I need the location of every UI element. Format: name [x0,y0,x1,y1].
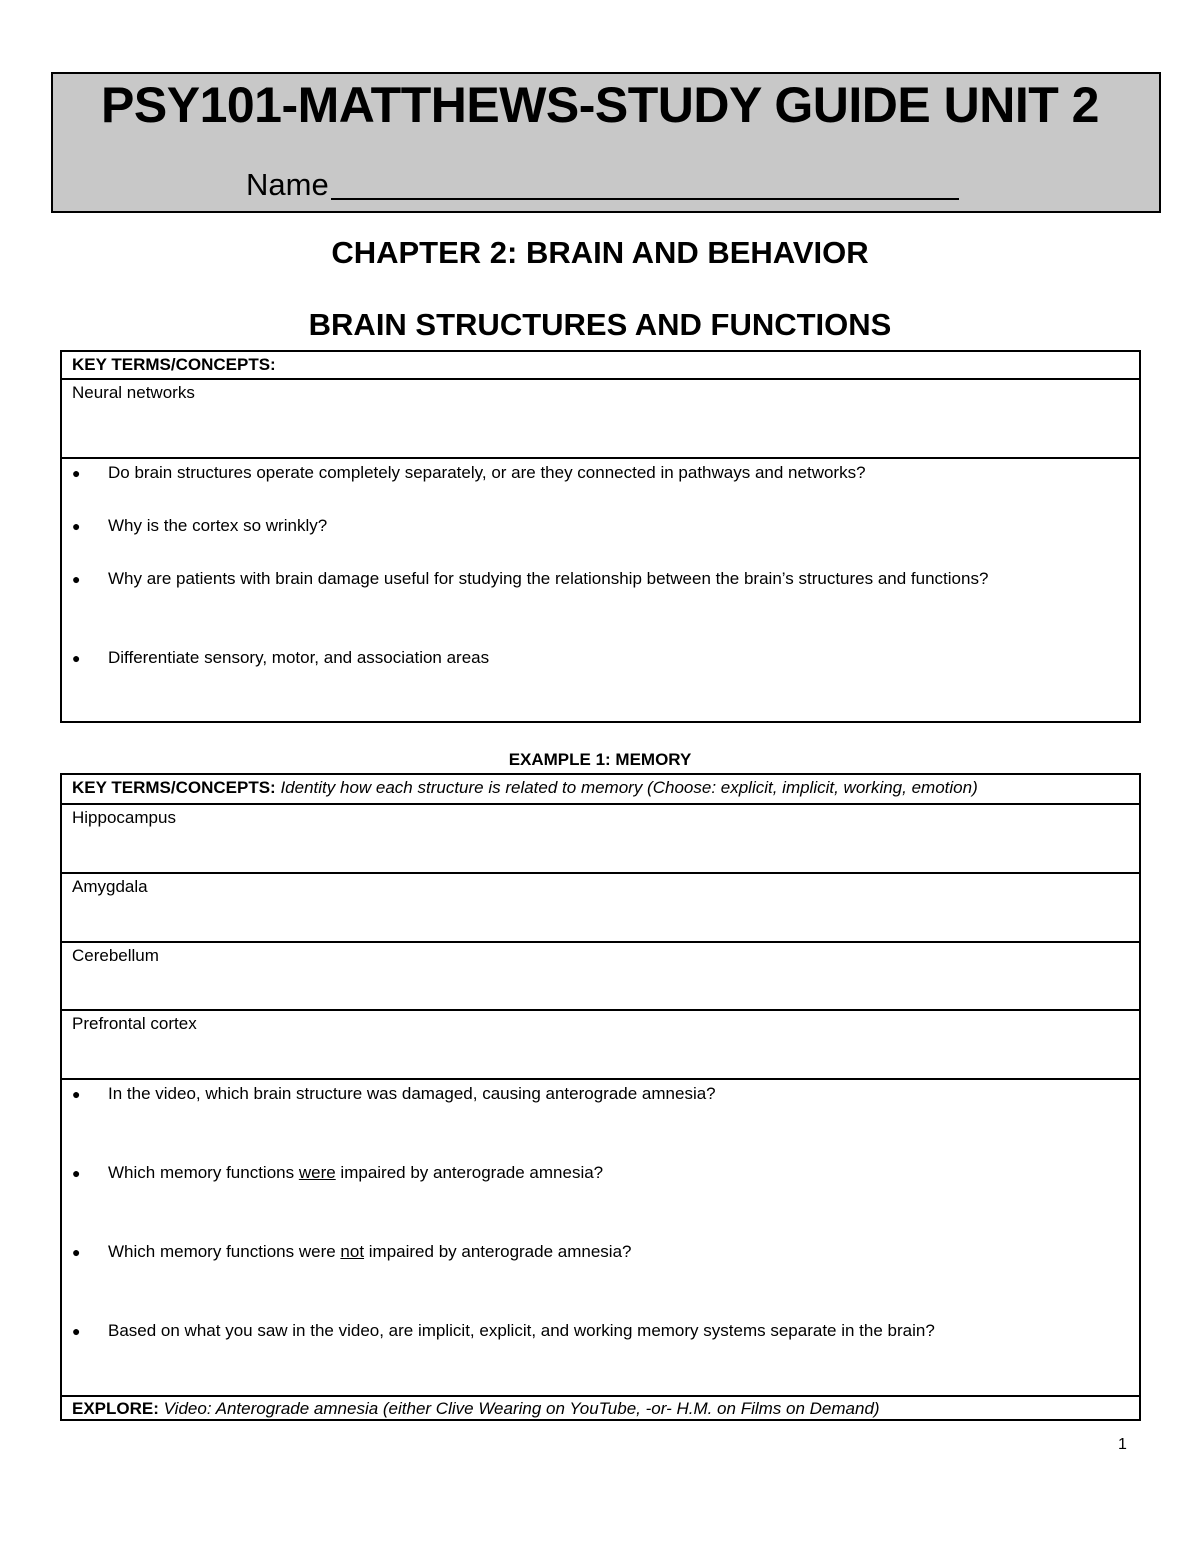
term-row [62,1011,1139,1080]
name-label: Name [246,167,329,202]
bullet-icon: ● [72,518,81,534]
bullet-icon: ● [72,1244,81,1260]
question-text: In the video, which brain structure was damaged, causing anterograde amnesia? [108,1084,716,1103]
list-item [72,1163,1129,1183]
question-text: Why are patients with brain damage useful for studying the relationship between the brain’s structures and functions? [108,569,989,588]
list-item [72,463,1129,483]
emphasis-not: not [340,1242,365,1261]
table-header [62,775,1139,805]
bullet-icon: ● [72,650,81,666]
example-heading: EXAMPLE 1: MEMORY [508,750,692,769]
document-title: PSY101-MATTHEWS-STUDY GUIDE UNIT 2 [101,77,1099,133]
page-number: 1 [1118,1436,1127,1453]
term-cerebellum: Cerebellum [72,946,159,965]
list-item [72,648,1129,668]
question-text: Differentiate sensory, motor, and association areas [108,648,490,667]
name-field [246,168,959,200]
header-instruction: Identity how each structure is related to memory (Choose: explicit, implicit, working, emotion) [280,778,978,797]
explore-text: Video: Anterograde amnesia (either Clive Wearing on YouTube, -or- H.M. on Films on Demand) [163,1399,880,1418]
chapter-heading: CHAPTER 2: BRAIN AND BEHAVIOR [331,235,869,270]
list-item [72,569,1129,589]
key-terms-label: KEY TERMS/CONCEPTS: [72,778,276,797]
question-text: Why is the cortex so wrinkly? [108,516,328,535]
explore-label: EXPLORE: [72,1399,159,1418]
list-item [72,1242,1129,1262]
bullet-icon: ● [72,465,81,481]
key-terms-table-1 [60,350,1141,723]
key-terms-table-2 [60,773,1141,1421]
questions-cell [62,1080,1139,1397]
emphasis-were: were [298,1163,336,1182]
question-text: Which memory functions were not impaired by anterograde amnesia? [108,1242,632,1261]
explore-row [62,1397,1139,1423]
list-item [72,1084,1129,1104]
term-row [62,805,1139,874]
term-prefrontal-cortex: Prefrontal cortex [72,1014,197,1033]
term-row [62,874,1139,943]
question-text: Based on what you saw in the video, are implicit, explicit, and working memory systems separate in the brain? [108,1321,935,1340]
question-text: Which memory functions were impaired by anterograde amnesia? [108,1163,604,1182]
bullet-icon: ● [72,1165,81,1181]
list-item [72,1321,1129,1341]
term-amygdala: Amygdala [72,877,148,896]
term-row [62,380,1139,459]
bullet-icon: ● [72,1323,81,1339]
list-item [72,516,1129,536]
section-heading: BRAIN STRUCTURES AND FUNCTIONS [308,307,892,342]
bullet-icon: ● [72,571,81,587]
name-blank-line[interactable] [331,168,959,200]
bullet-icon: ● [72,1086,81,1102]
term-neural-networks: Neural networks [72,383,195,402]
questions-cell [62,459,1139,721]
key-terms-label: KEY TERMS/CONCEPTS: [72,355,276,374]
term-row [62,943,1139,1011]
table-header [62,352,1139,380]
question-text: Do brain structures operate completely separately, or are they connected in pathways and networks? [108,463,866,482]
term-hippocampus: Hippocampus [72,808,176,827]
